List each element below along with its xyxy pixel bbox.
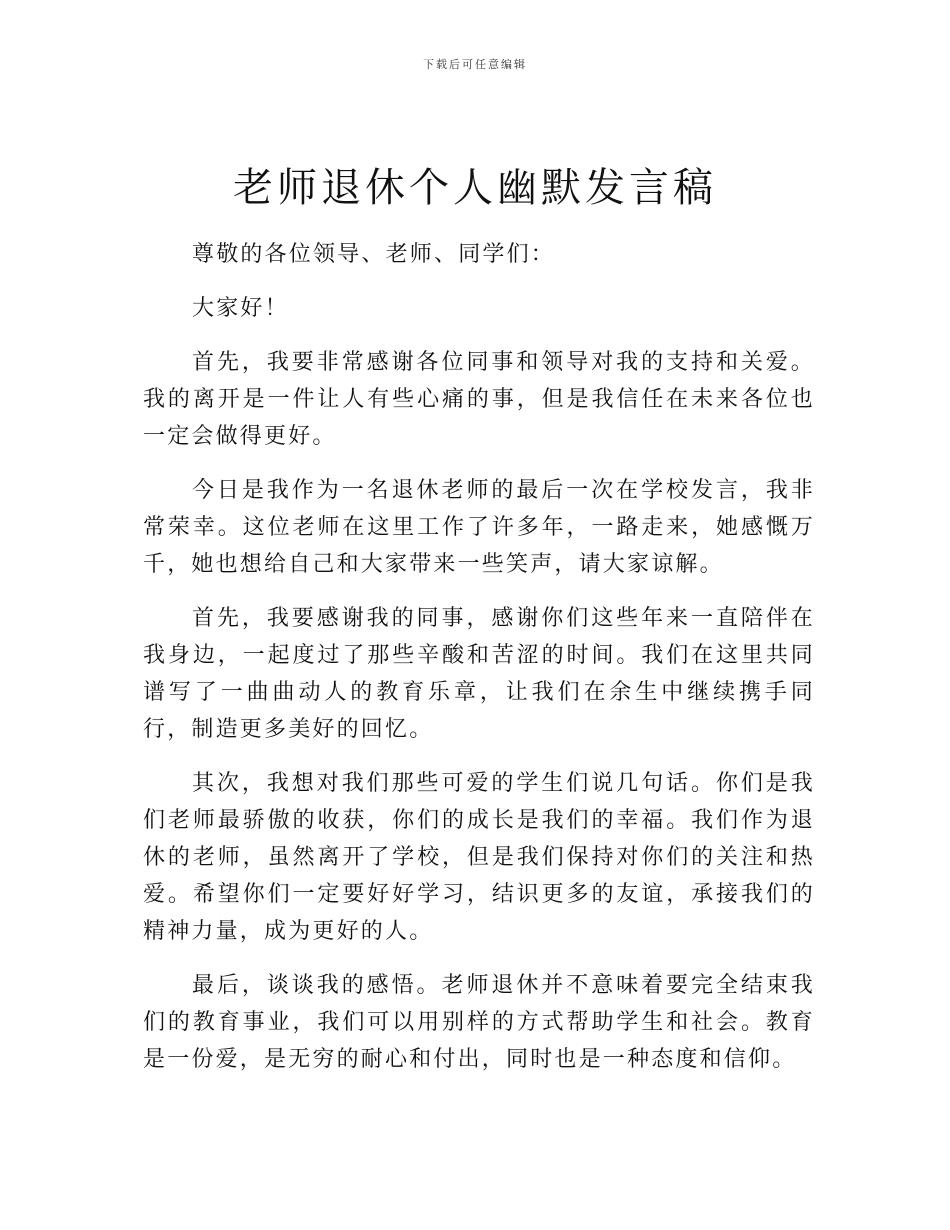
- paragraph-greeting: 大家好！: [192, 296, 289, 321]
- document-title: 老师退休个人幽默发言稿: [233, 165, 717, 211]
- page-header-note: 下载后可任意编辑: [423, 58, 527, 71]
- document-body: [143, 236, 815, 1095]
- paragraph-salutation: 尊敬的各位领导、老师、同学们：: [192, 242, 556, 267]
- paragraph-colleagues: 首先，我要感谢我的同事，感谢你们这些年来一直陪伴在我身边，一起度过了那些辛酸和苦涩的时间。我们在这里共同谱写了一曲曲动人的教育乐章，让我们在余生中继续携手同行，制造更多美好的回忆。: [143, 606, 815, 742]
- paragraph-reflection: 最后，谈谈我的感悟。老师退休并不意味着要完全结束我们的教育事业，我们可以用别样的方式帮助学生和社会。教育是一份爱，是无穷的耐心和付出，同时也是一种态度和信仰。: [143, 973, 815, 1072]
- paragraph-students: 其次，我想对我们那些可爱的学生们说几句话。你们是我们老师最骄傲的收获，你们的成长是我们的幸福。我们作为退休的老师，虽然离开了学校，但是我们保持对你们的关注和热爱。希望你们一定要好好学习，结识更多的友谊，承接我们的精神力量，成为更好的人。: [143, 771, 815, 944]
- paragraph-thanks: 首先，我要非常感谢各位同事和领导对我的支持和关爱。我的离开是一件让人有些心痛的事，但是我信任在未来各位也一定会做得更好。: [143, 350, 815, 449]
- paragraph-last-speech: 今日是我作为一名退休老师的最后一次在学校发言，我非常荣幸。这位老师在这里工作了许多年，一路走来，她感慨万千，她也想给自己和大家带来一些笑声，请大家谅解。: [143, 478, 815, 577]
